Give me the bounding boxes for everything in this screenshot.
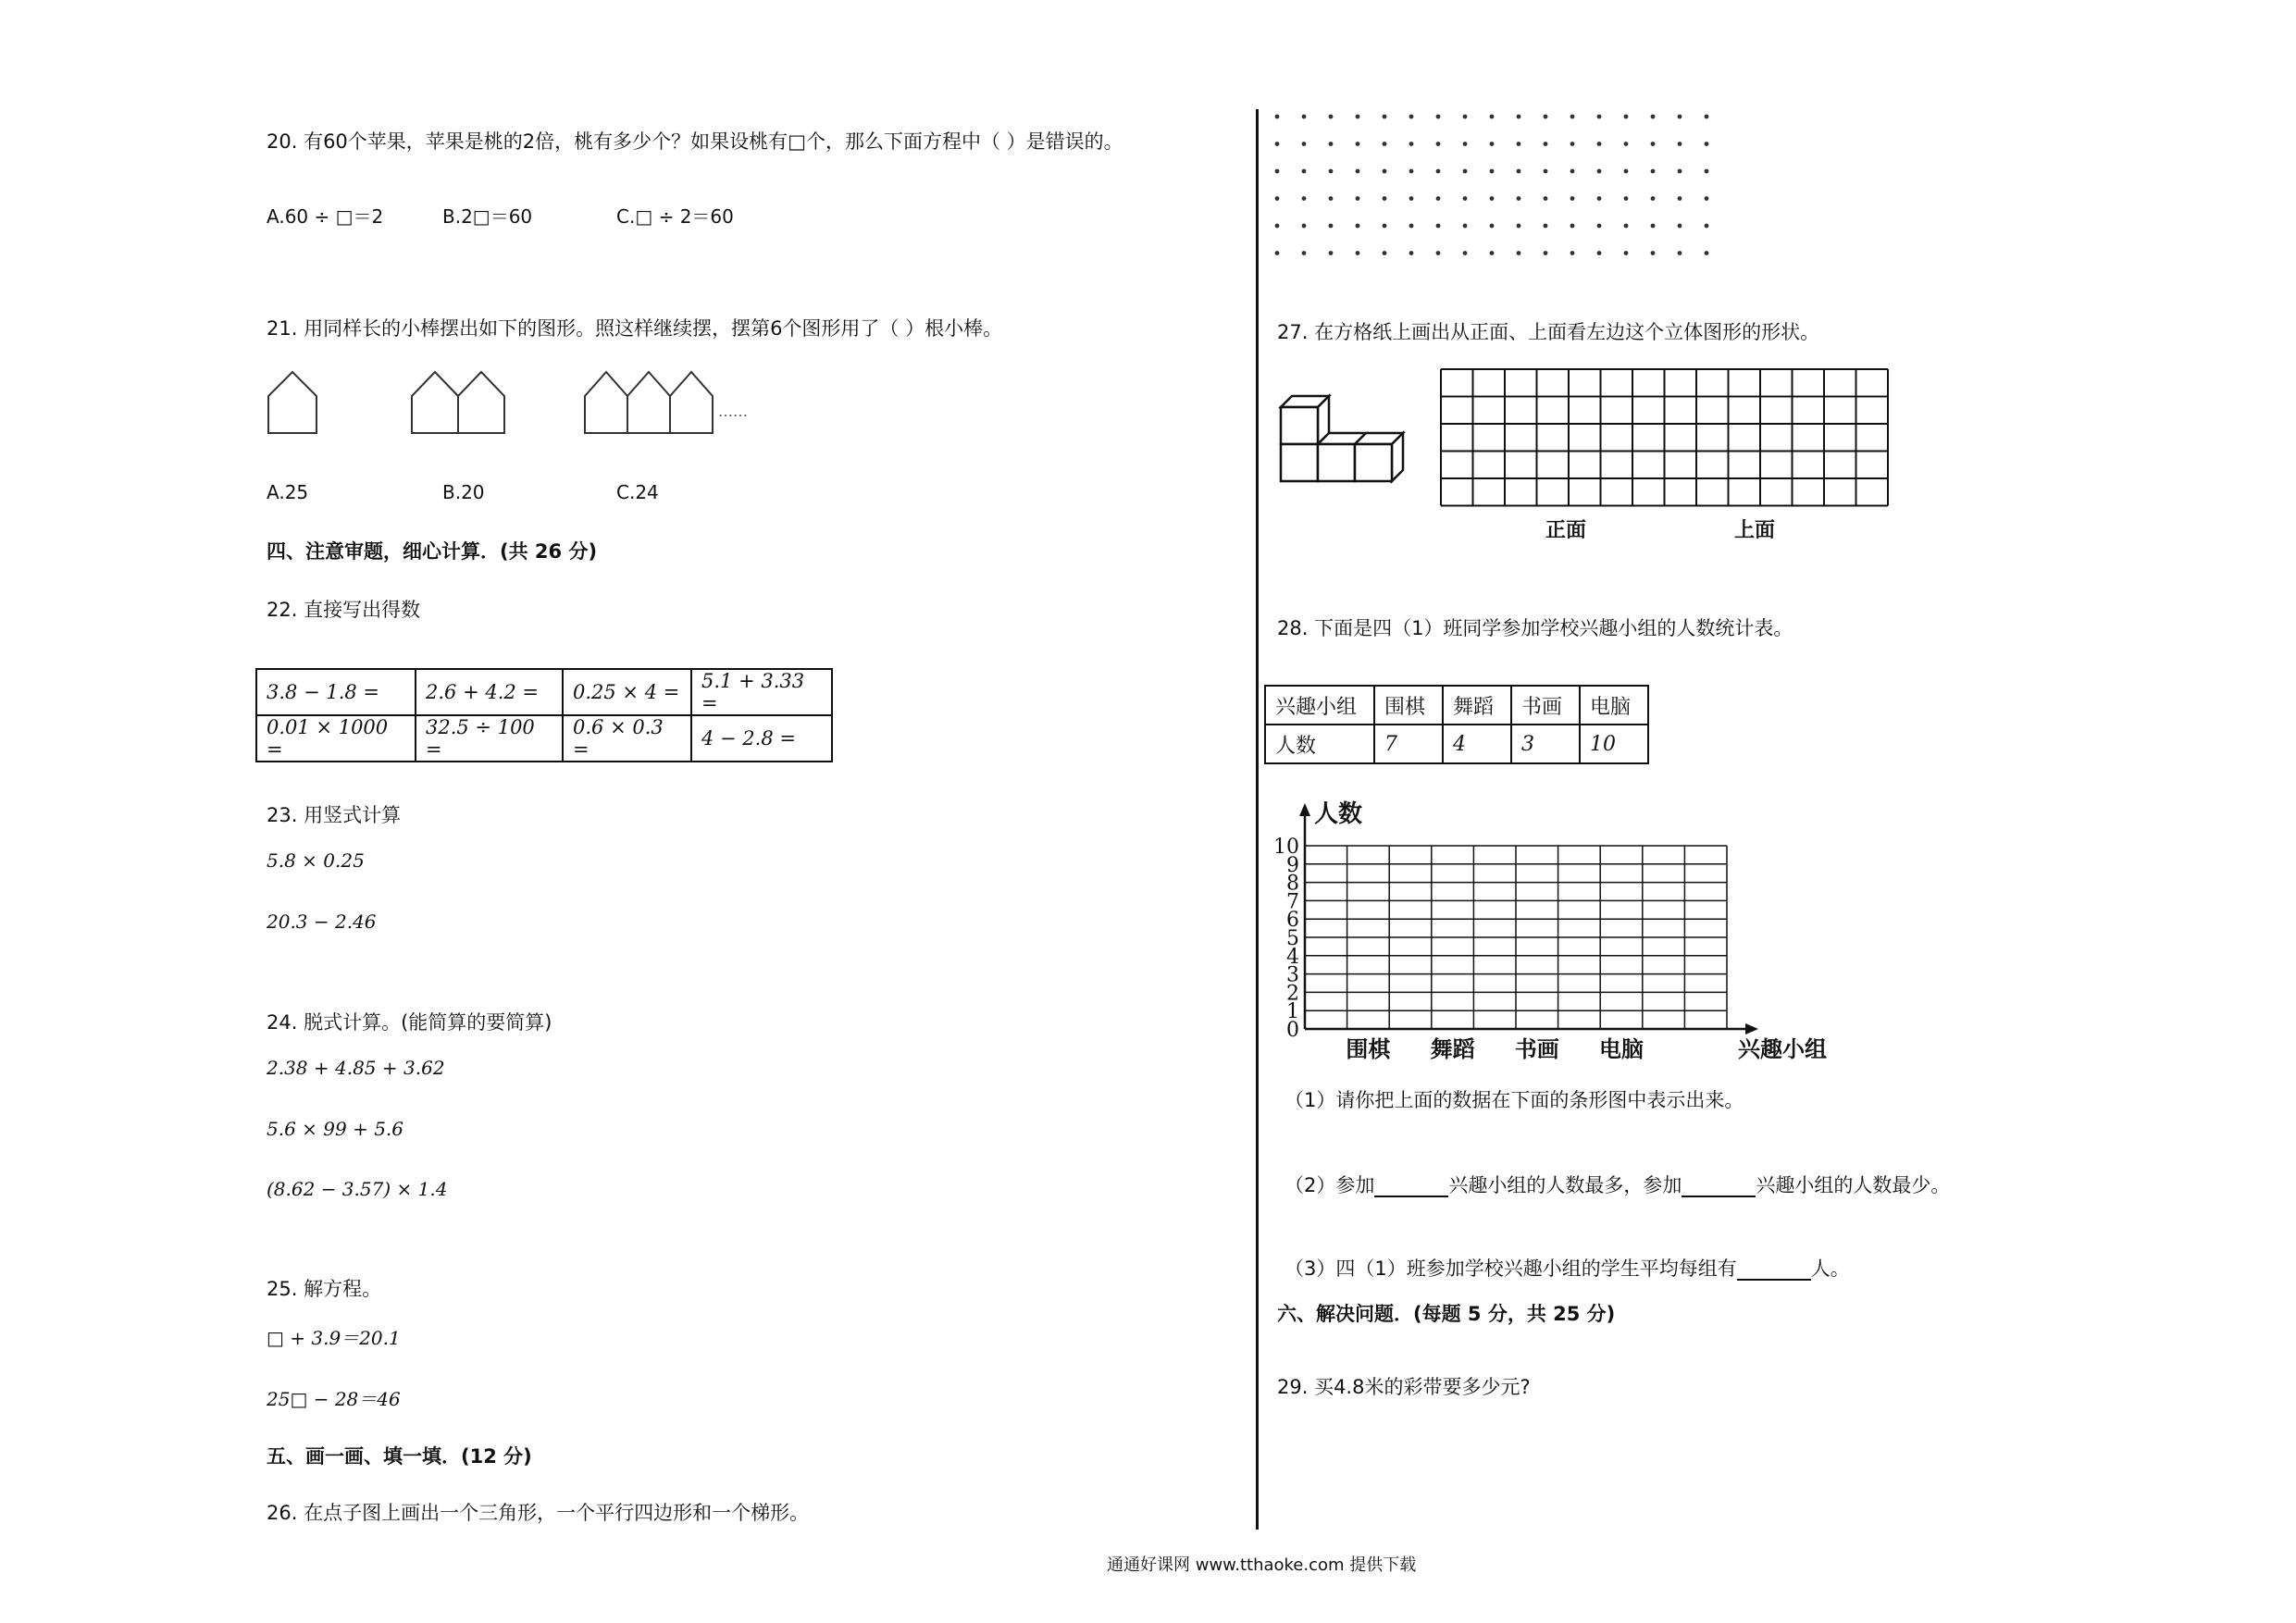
section-6-heading: 六、解决问题．(每题 5 分，共 25 分) (1277, 1303, 1616, 1325)
grid-dot (1463, 251, 1468, 255)
grid-dot (1517, 196, 1521, 201)
calc-cell: 3.8 − 1.8 = (256, 669, 416, 715)
grid-dot (1651, 196, 1656, 201)
q20-option-a: A.60 ÷ □＝2 (267, 205, 384, 228)
interest-group-table (1264, 685, 1649, 764)
grid-dot (1490, 251, 1495, 255)
grid-dot (1678, 251, 1682, 255)
header-cell: 围棋 (1374, 686, 1443, 725)
section-4-heading: 四、注意审题，细心计算．(共 26 分) (267, 540, 598, 563)
grid-dot (1275, 142, 1280, 146)
grid-dot (1409, 142, 1414, 146)
q20-option-c: C.□ ÷ 2＝60 (616, 205, 734, 228)
grid-dot (1436, 142, 1441, 146)
y-tick-label: 3 (1286, 963, 1299, 987)
grid-dot (1544, 251, 1548, 255)
grid-dot (1678, 142, 1682, 146)
q29-text: 29. 买4.8米的彩带要多少元? (1277, 1376, 1531, 1398)
grid-dot (1329, 251, 1334, 255)
header-cell: 书画 (1511, 686, 1580, 725)
y-tick-label: 6 (1286, 909, 1299, 933)
grid-dot (1678, 224, 1682, 229)
grid-dot (1517, 169, 1521, 174)
calc-cell: 2.6 + 4.2 = (416, 669, 563, 715)
grid-dot (1436, 251, 1441, 255)
grid-dot (1597, 196, 1602, 201)
house-figure-2 (412, 372, 504, 433)
grid-dot (1490, 224, 1495, 229)
grid-dot (1275, 251, 1280, 255)
q28-sub3 (1285, 1257, 1850, 1281)
grid-dot (1409, 224, 1414, 229)
column-divider (1256, 109, 1259, 1530)
table-row (1265, 686, 1648, 725)
q25-text: 25. 解方程。 (267, 1278, 382, 1300)
grid-dot (1544, 169, 1548, 174)
grid-dot (1463, 115, 1468, 119)
calc-cell: 0.25 × 4 = (563, 669, 691, 715)
solid-figure-cubes (1279, 389, 1418, 492)
square-grid-paper (1440, 368, 1890, 509)
calc-cell: 5.1 + 3.33 = (691, 669, 832, 715)
header-cell: 电脑 (1580, 686, 1648, 725)
row-label-cell: 人数 (1265, 725, 1374, 763)
y-axis-arrow (1299, 803, 1310, 816)
x-category-label: 电脑 (1599, 1035, 1644, 1062)
grid-dot (1517, 142, 1521, 146)
grid-dot (1544, 196, 1548, 201)
grid-dot (1463, 224, 1468, 229)
q21-option-b: B.20 (442, 481, 485, 503)
grid-dot (1436, 115, 1441, 119)
grid-dot (1705, 196, 1709, 201)
grid-dot (1544, 115, 1548, 119)
grid-dot (1463, 142, 1468, 146)
grid-dot (1356, 251, 1360, 255)
q25-item-1: □ + 3.9＝20.1 (267, 1327, 401, 1349)
y-tick-label: 0 (1286, 1019, 1299, 1042)
answer-blank-least[interactable] (1682, 1177, 1756, 1197)
value-cell: 3 (1511, 725, 1580, 763)
grid-dot (1651, 142, 1656, 146)
answer-blank-average[interactable] (1737, 1260, 1811, 1281)
grid-dot (1490, 115, 1495, 119)
q28-sub2 (1285, 1173, 1950, 1197)
grid-dot (1490, 142, 1495, 146)
grid-dot (1329, 142, 1334, 146)
grid-dot (1436, 224, 1441, 229)
q20-text: 20. 有60个苹果，苹果是桃的2倍，桃有多少个？如果设桃有□个，那么下面方程中（ ）是错误的。 (267, 130, 1123, 153)
q28-sub2-part-c: 兴趣小组的人数最少。 (1756, 1174, 1951, 1196)
grid-dot (1624, 169, 1629, 174)
grid-dot (1383, 251, 1387, 255)
footer-source: 通通好课网 www.tthaoke.com 提供下载 (1107, 1555, 1417, 1575)
q28-sub3-part-a: （3）四（1）班参加学校兴趣小组的学生平均每组有 (1285, 1258, 1737, 1280)
grid-dot (1544, 224, 1548, 229)
grid-dot (1678, 169, 1682, 174)
grid-dot (1356, 115, 1360, 119)
grid-dot (1570, 169, 1575, 174)
grid-dot (1356, 142, 1360, 146)
grid-dot (1651, 115, 1656, 119)
grid-dot (1463, 196, 1468, 201)
grid-dot (1570, 142, 1575, 146)
q26-text: 26. 在点子图上画出一个三角形，一个平行四边形和一个梯形。 (267, 1502, 810, 1524)
calc-cell: 0.01 × 1000 = (256, 715, 416, 762)
x-category-label: 书画 (1514, 1035, 1559, 1062)
header-cell: 兴趣小组 (1265, 686, 1374, 725)
y-tick-label: 5 (1286, 927, 1299, 950)
grid-dot (1329, 169, 1334, 174)
calc-cell: 32.5 ÷ 100 = (416, 715, 563, 762)
grid-dot (1436, 169, 1441, 174)
grid-dot (1490, 196, 1495, 201)
grid-dot (1517, 224, 1521, 229)
q24-item-1: 2.38 + 4.85 + 3.62 (267, 1057, 445, 1079)
grid-dot (1302, 251, 1307, 255)
value-cell: 10 (1580, 725, 1648, 763)
y-tick-label: 7 (1286, 890, 1299, 914)
grid-dot (1302, 115, 1307, 119)
x-axis-arrow (1745, 1023, 1758, 1035)
grid-dot (1544, 142, 1548, 146)
grid-dot (1275, 115, 1280, 119)
grid-dot (1705, 169, 1709, 174)
table-row (256, 669, 832, 715)
grid-dot (1329, 196, 1334, 201)
x-category-label: 围棋 (1346, 1035, 1391, 1062)
house-figure-1 (268, 372, 316, 433)
q21-option-a: A.25 (267, 481, 309, 503)
grid-dot (1275, 169, 1280, 174)
grid-dot (1409, 196, 1414, 201)
grid-dot (1597, 142, 1602, 146)
table-row (1265, 725, 1648, 763)
grid-dot (1463, 169, 1468, 174)
grid-dot (1705, 251, 1709, 255)
grid-dot (1624, 115, 1629, 119)
q28-sub3-part-b: 人。 (1810, 1258, 1850, 1280)
x-axis-label: 兴趣小组 (1738, 1035, 1827, 1062)
grid-dot (1383, 196, 1387, 201)
y-tick-label: 8 (1286, 872, 1299, 896)
calc-cell: 4 − 2.8 = (691, 715, 832, 762)
y-tick-label: 2 (1286, 982, 1299, 1006)
grid-dot (1624, 251, 1629, 255)
q28-sub1: （1）请你把上面的数据在下面的条形图中表示出来。 (1285, 1089, 1744, 1111)
label-front-view: 正面 (1545, 519, 1587, 542)
grid-dot (1651, 169, 1656, 174)
grid-dot (1597, 224, 1602, 229)
grid-dot (1329, 224, 1334, 229)
grid-dot (1383, 115, 1387, 119)
grid-dot (1570, 224, 1575, 229)
grid-dot (1597, 115, 1602, 119)
q24-item-3: (8.62 − 3.57) × 1.4 (267, 1178, 448, 1200)
q24-item-2: 5.6 × 99 + 5.6 (267, 1118, 404, 1140)
grid-dot (1570, 115, 1575, 119)
stick-figures-illustration (259, 361, 748, 444)
grid-dot (1517, 251, 1521, 255)
calc-cell: 0.6 × 0.3 = (563, 715, 691, 762)
grid-dot (1275, 224, 1280, 229)
grid-dot (1597, 251, 1602, 255)
grid-dot (1383, 169, 1387, 174)
q25-item-2: 25□ − 28＝46 (267, 1388, 401, 1410)
grid-dot (1409, 115, 1414, 119)
q28-sub2-part-b: 兴趣小组的人数最多，参加 (1448, 1174, 1682, 1196)
y-tick-label: 10 (1273, 836, 1299, 859)
grid-dot (1302, 142, 1307, 146)
grid-dot (1651, 224, 1656, 229)
grid-dot (1570, 251, 1575, 255)
grid-dot (1302, 196, 1307, 201)
grid-dot (1490, 169, 1495, 174)
q21-text: 21. 用同样长的小棒摆出如下的图形。照这样继续摆，摆第6个图形用了（ ）根小棒。 (267, 317, 1003, 340)
grid-dot (1705, 115, 1709, 119)
section-5-heading: 五、画一画、填一填．(12 分) (267, 1445, 532, 1468)
value-cell: 7 (1374, 725, 1443, 763)
grid-dot (1624, 142, 1629, 146)
q28-text: 28. 下面是四（1）班同学参加学校兴趣小组的人数统计表。 (1277, 617, 1793, 639)
grid-dot (1624, 224, 1629, 229)
grid-dot (1302, 224, 1307, 229)
grid-dot (1356, 169, 1360, 174)
q23-item-1: 5.8 × 0.25 (267, 849, 365, 872)
grid-dot (1705, 224, 1709, 229)
grid-dot (1356, 196, 1360, 201)
q23-text: 23. 用竖式计算 (267, 804, 402, 826)
y-tick-label: 4 (1286, 945, 1299, 969)
grid-dot (1383, 224, 1387, 229)
grid-dot (1329, 115, 1334, 119)
grid-dot (1302, 169, 1307, 174)
q24-text: 24. 脱式计算。(能简算的要简算) (267, 1011, 552, 1034)
header-cell: 舞蹈 (1443, 686, 1511, 725)
grid-dot (1678, 115, 1682, 119)
y-tick-label: 9 (1286, 853, 1299, 877)
grid-dot (1517, 115, 1521, 119)
y-axis-label: 人数 (1314, 800, 1363, 828)
q27-text: 27. 在方格纸上画出从正面、上面看左边这个立体图形的形状。 (1277, 321, 1820, 343)
grid-dot (1597, 169, 1602, 174)
grid-dot (1436, 196, 1441, 201)
grid-dot (1570, 196, 1575, 201)
q21-option-c: C.24 (616, 481, 659, 503)
grid-dot (1705, 142, 1709, 146)
q28-sub2-part-a: （2）参加 (1285, 1174, 1375, 1196)
answer-blank-most[interactable] (1374, 1177, 1448, 1197)
value-cell: 4 (1443, 725, 1511, 763)
bar-chart (1268, 798, 1842, 1075)
mental-calc-table (255, 668, 833, 762)
q23-item-2: 20.3 − 2.46 (267, 911, 377, 933)
continuation-dots: …… (718, 403, 748, 420)
q20-option-b: B.2□＝60 (442, 205, 533, 228)
table-row (256, 715, 832, 762)
x-category-label: 舞蹈 (1430, 1035, 1475, 1062)
grid-dot (1409, 251, 1414, 255)
y-tick-label: 1 (1286, 1000, 1299, 1024)
grid-dot (1678, 196, 1682, 201)
grid-dot (1383, 142, 1387, 146)
label-top-view: 上面 (1734, 519, 1776, 542)
dot-grid (1268, 109, 1990, 266)
grid-dot (1356, 224, 1360, 229)
grid-dot (1409, 169, 1414, 174)
grid-dot (1275, 196, 1280, 201)
grid-dot (1624, 196, 1629, 201)
house-figure-3 (585, 372, 713, 433)
grid-dot (1651, 251, 1656, 255)
q22-text: 22. 直接写出得数 (267, 599, 421, 621)
